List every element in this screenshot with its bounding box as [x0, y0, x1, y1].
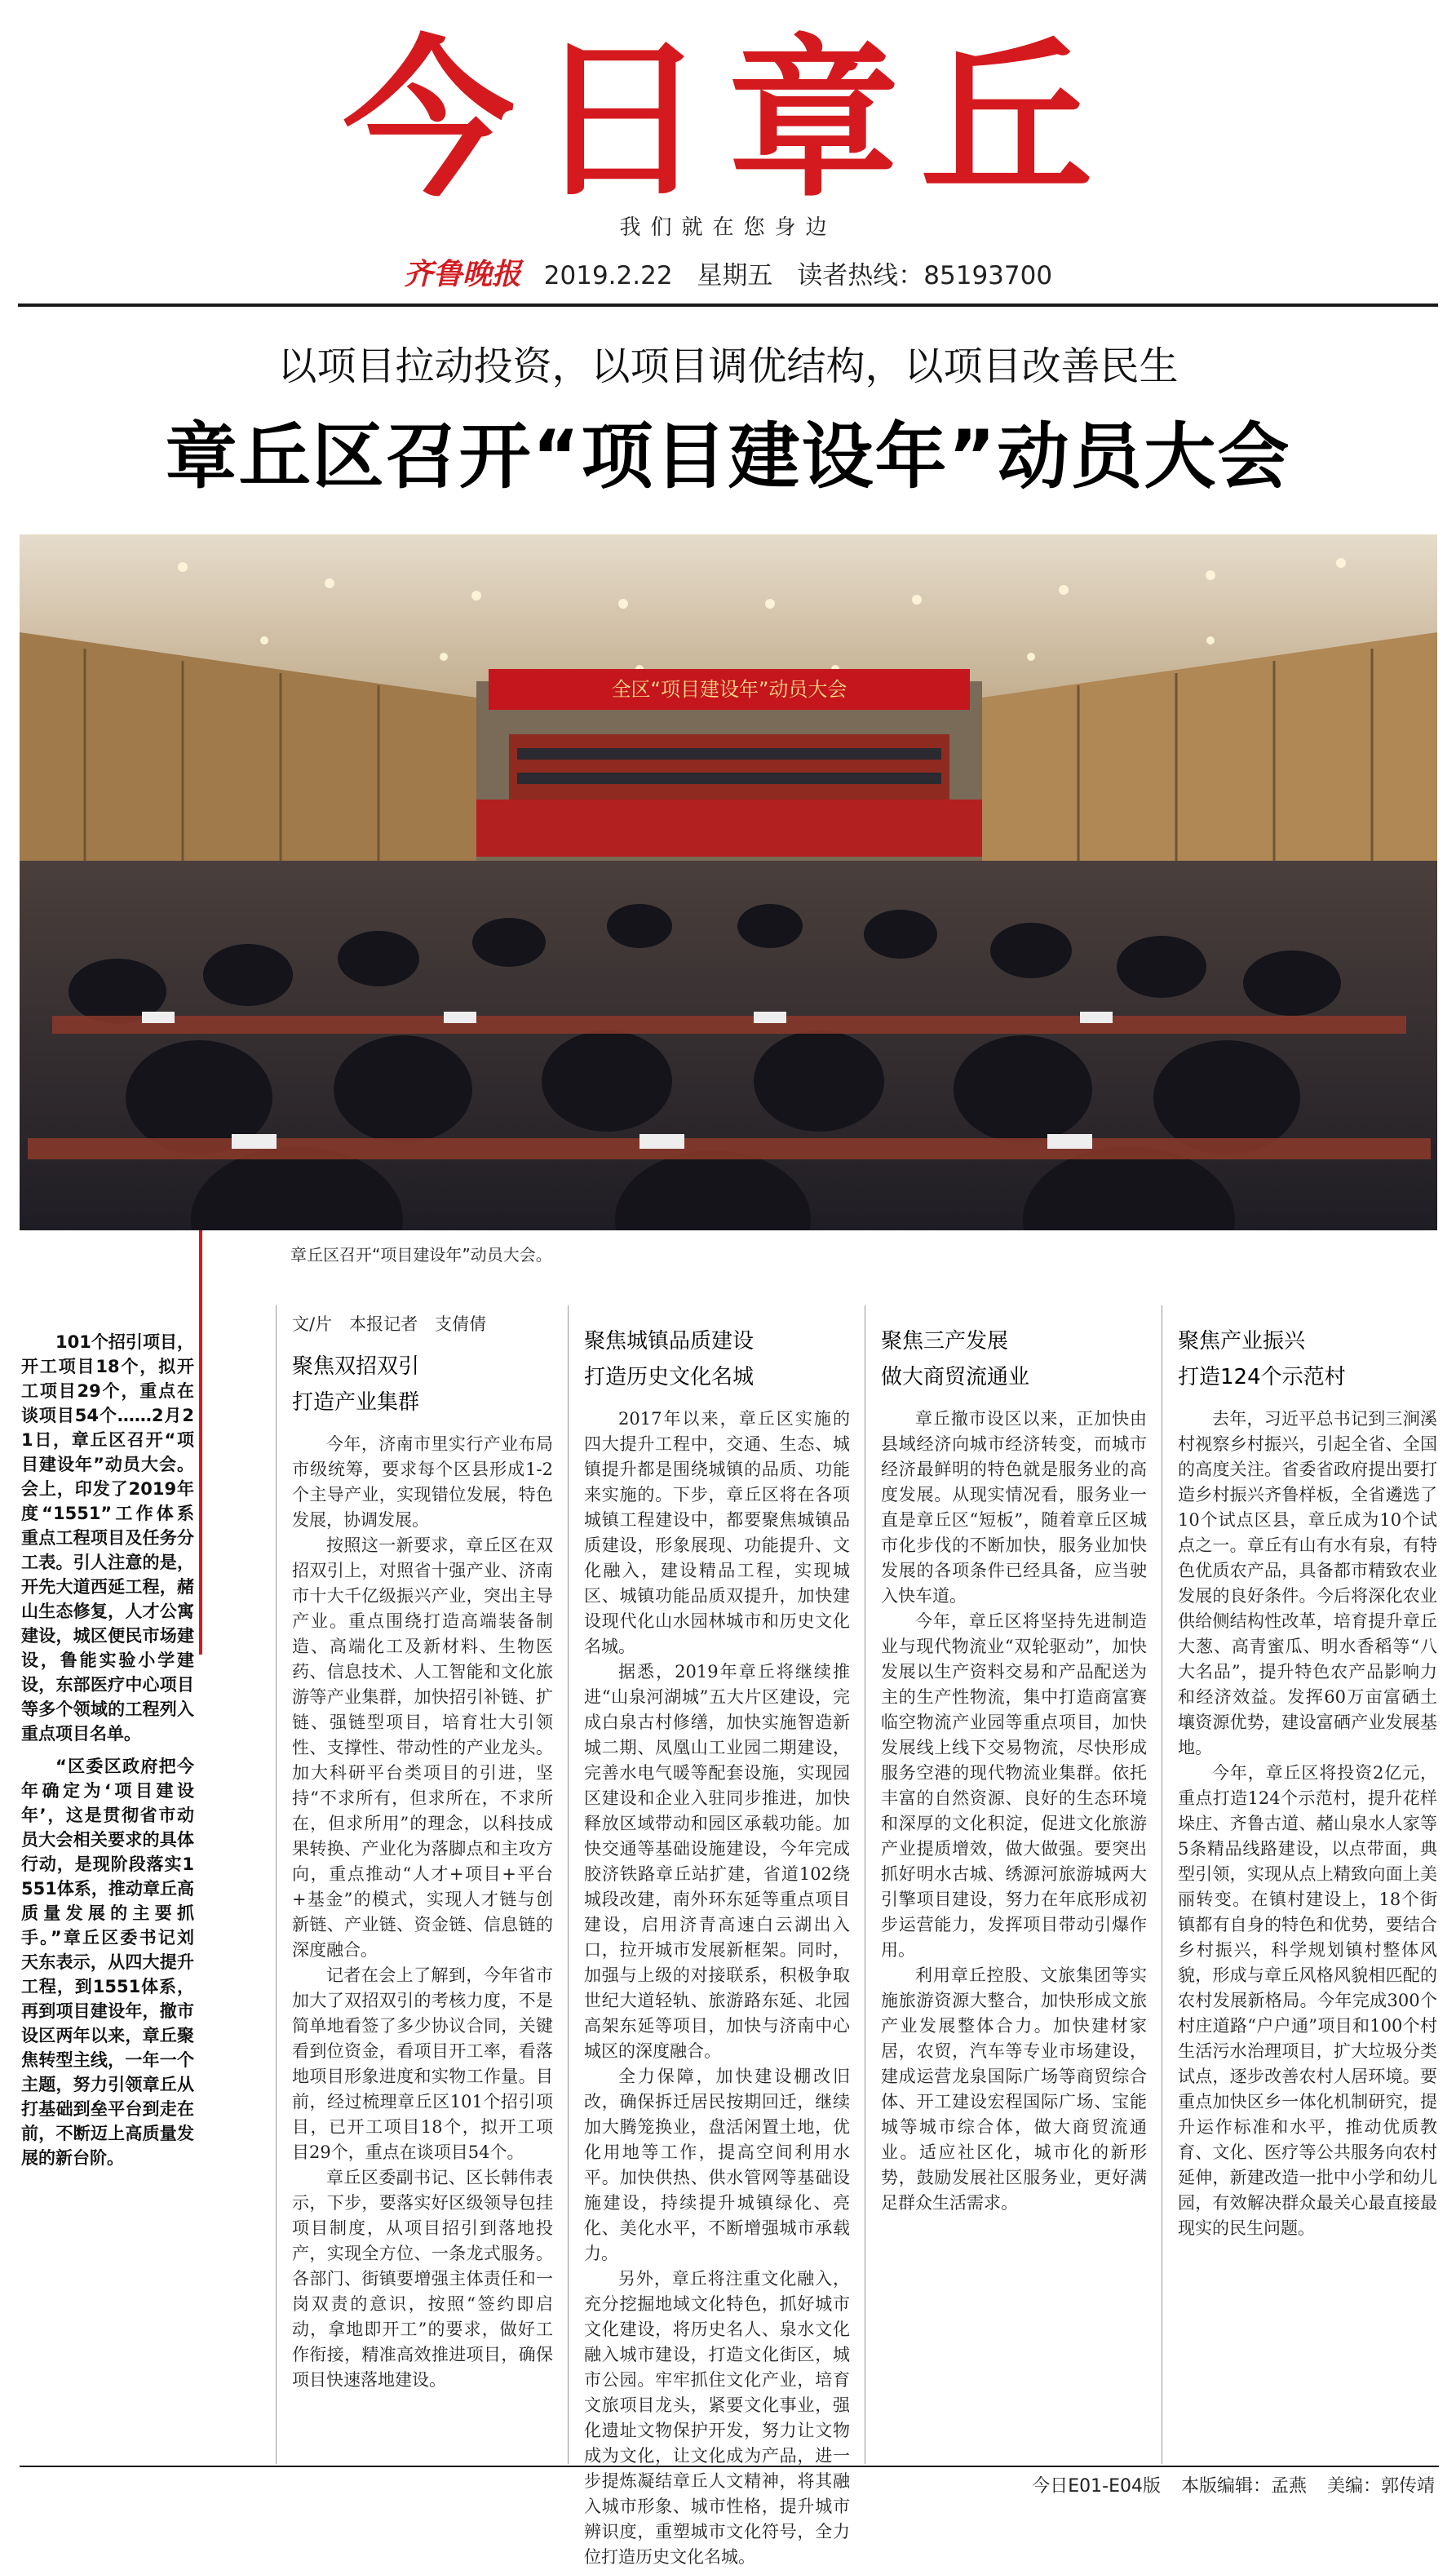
article-paragraph: 今年，章丘区将坚持先进制造业与现代物流业“双轮驱动”，加快发展以生产资料交易和产品配送为主的生产性物流，集中打造商富赛临空物流产业园等重点项目，加快发展线上线下交易物流，尽快形成服务空港的现代物流业集群。依托丰富的自然资源、良好的生态环境和深厚的文化积淀，促进文化旅游产业提质增效，做大做强。要突出抓好明水古城、绣源河旅游城两大引擎项目建设，努力在年底形成初步运营能力，发挥项目带动引爆作用。 [881, 1611, 1147, 1960]
article-paragraph: 按照这一新要求，章丘区在双招双引上，对照省十强产业、济南市十大千亿级振兴产业，突出主导产业。重点围绕打造高端装备制造、高端化工及新材料、生物医药、信息技术、人工智能和文化旅游等产业集群，加快招引补链、扩链、强链型项目，培育壮大引领性、支撑性、带动性的产业龙头。加大科研平台类项目的引进，坚持“不求所有，但求所在，不求所在，但求所用”的理念，以科技成果转换、产业化为落脚点和主攻方向，重点推动“人才+项目+平台+基金”的模式，实现人才链与创新链、产业链、资金链、信息链的深度融合。 [292, 1535, 553, 1960]
article-column-2 [584, 1312, 850, 2570]
article-paragraph: 去年，习近平总书记到三涧溪村视察乡村振兴，引起全省、全国的高度关注。省委省政府提出要打造乡村振兴齐鲁样板，全省遴选了10个试点区县，章丘成为10个试点之一。章丘有山有水有泉，有特色优质农产品，具备都市精致农业发展的良好条件。今后将深化农业供给侧结构性改革，培育提升章丘大葱、高青蜜瓜、明水香稻等“八大名品”，提升特色农产品影响力和经济效益。发挥60万亩富硒土壤资源优势，建设富硒产业发展基地。 [1178, 1409, 1437, 1757]
article-paragraph: 今年，章丘区将投资2亿元，重点打造124个示范村，提升花样垛庄、齐鲁古道、赭山泉水人家等5条精品线路建设，以点带面，典型引领，实现从点上精致向面上美丽转变。在镇村建设上，18个街镇都有自身的特色和优势，要结合乡村振兴，科学规划镇村整体风貌，形成与章丘风格风貌相匹配的农村发展新格局。今年完成300个村庄道路“户户通”项目和100个村生活污水治理项目，扩大垃圾分类试点，逐步改善农村人居环境。要重点加快区乡一体化机制研究，提升运作标准和水平，推动优质教育、文化、医疗等公共服务向农村延伸，新建改造一批中小学和幼儿园，有效解决群众最关心最直接最现实的民生问题。 [1178, 1763, 1437, 2238]
article-paragraph: 章丘撤市设区以来，正加快由县域经济向城市经济转变，而城市经济最鲜明的特色就是服务业的高度发展。从现实情况看，服务业一直是章丘区“短板”，随着章丘区城市化步伐的不断加快，服务业加快发展的各项条件已经具备，应当驶入快车道。 [881, 1409, 1147, 1606]
article-paragraph: 记者在会上了解到，今年省市加大了双招双引的考核力度，不是简单地看签了多少协议合同，关键看到位资金，看项目开工率，看落地项目形象进度和实物工作量。目前，经过梳理章丘区101个招引项目，已开工项目18个，拟开工项目29个，重点在谈项目54个。 [292, 1965, 553, 2162]
article-paragraph: 另外，章丘将注重文化融入，充分挖掘地域文化特色，抓好城市文化建设，将历史名人、泉水文化融入城市建设，打造文化街区，城市公园。牢牢抓住文化产业，培育文旅项目龙头，紧要文化事业，强化遗址文物保护开发，努力让文物成为文化，让文化成为产品，进一步提炼凝结章丘人文精神，将其融入城市形象、城市性格，提升城市辨识度，重塑城市文化符号，全力位打造历史文化名城。 [584, 2269, 850, 2567]
article-paragraph: 利用章丘控股、文旅集团等实施旅游资源大整合，加快形成文旅产业发展整体合力。加快建材家居，农贸，汽车等专业市场建设，建成运营龙泉国际广场等商贸综合体、开工建设宏程国际广场、宝能城等城市综合体，做大商贸流通业。适应社区化，城市化的新形势，鼓励发展社区服务业，更好满足群众生活需求。 [881, 1965, 1147, 2213]
section-heading-line: 打造产业集群 [292, 1390, 420, 1415]
section-heading [1178, 1323, 1437, 1395]
page-editor: 本版编辑：孟燕 [1180, 2476, 1307, 2497]
photo-caption: 章丘区召开“项目建设年”动员大会。 [290, 1245, 552, 1265]
section-heading-line: 打造历史文化名城 [584, 1365, 755, 1389]
article-column-1 [292, 1312, 553, 2393]
article-headline: 章丘区召开“项目建设年”动员大会 [165, 414, 1291, 498]
article-column-4 [1178, 1312, 1437, 2241]
summary-column [21, 1330, 194, 2178]
section-heading [292, 1349, 553, 1420]
summary-accent-rule [199, 1230, 202, 1655]
summary-paragraph: 101个招引项目，开工项目18个，拟开工项目29个，重点在谈项目54个……2月21日，章丘区召开“项目建设年”动员大会。会上，印发了2019年度“1551”工作体系重点工程项目及任务分工表。引人注意的是，开先大道西延工程，赭山生态修复，人才公寓建设，城区便民市场建设，鲁能实验小学建设，东部医疗中心项目等多个领域的工程列入重点项目名单。 [21, 1332, 194, 1744]
issue-date: 2019.2.22 [543, 261, 673, 290]
article-subhead: 以项目拉动投资，以项目调优结构，以项目改善民生 [277, 343, 1179, 389]
section-heading-line: 聚焦城镇品质建设 [584, 1329, 755, 1354]
masthead-slogan: 我们就在您身边 [619, 215, 837, 240]
summary-paragraph: “区委区政府把今年确定为‘项目建设年’，这是贯彻省市动员大会相关要求的具体行动，是现阶段落实1551体系，推动章丘高质量发展的主要抓手。”章丘区委书记刘天东表示，从四大提升工程，到1551体系，再到项目建设年，撤市设区两年以来，章丘聚焦转型主线，一年一个主题，努力引领章丘从打基础到垒平台到走在前，不断迈上高质量发展的新台阶。 [21, 1757, 194, 2168]
section-heading [881, 1323, 1147, 1395]
photo-banner-text: 全区“项目建设年”动员大会 [611, 678, 847, 701]
article-paragraph: 据悉，2019年章丘将继续推进“山泉河湖城”五大片区建设，完成白泉古村修缮，加快实施智造新城二期、凤凰山工业园二期建设，完善水电气暖等配套设施，实现园区建设和企业入驻同步推进，加快释放区域带动和园区承载功能。加快交通等基础设施建设，今年完成胶济铁路章丘站扩建，省道102绕城段改建，南外环东延等重点项目建设，启用济青高速白云湖出入口，拉开城市发展新框架。同时，加强与上级的对接联系，积极争取世纪大道轻轨、旅游路东延、北园高架东延等项目，加快与济南中心城区的深度融合。 [584, 1662, 850, 2061]
meeting-hall-illustration [20, 534, 1437, 1230]
article-paragraph: 今年，济南市里实行产业布局市级统筹，要求每个区县形成1-2个主导产业，实现错位发展，特色发展，协调发展。 [292, 1434, 553, 1530]
section-heading-line: 打造124个示范村 [1178, 1365, 1346, 1389]
newspaper-brand: 齐鲁晚报 [403, 257, 521, 291]
masthead-divider [18, 304, 1438, 307]
byline: 文/片 本报记者 支倩倩 [292, 1314, 487, 1334]
footer-divider [20, 2466, 1439, 2467]
section-heading-line: 做大商贸流通业 [881, 1365, 1030, 1389]
section-heading-line: 聚焦三产发展 [881, 1329, 1009, 1354]
page-range: 今日E01-E04版 [1032, 2476, 1161, 2497]
article-paragraph: 全力保障，加快建设棚改旧改，确保拆迁居民按期回迁，继续加大腾笼换业，盘活闲置土地，优化用地等工作，提高空间利用水平。加快供热、供水管网等基础设施建设，持续提升城镇绿化、亮化、美化水平，不断增强城市承载力。 [584, 2067, 850, 2263]
masthead-title: 今日章丘 [343, 20, 1113, 220]
page-designer: 美编：郭传靖 [1326, 2476, 1435, 2497]
section-heading-line: 聚焦产业振兴 [1178, 1329, 1306, 1354]
page-footer [1017, 2472, 1435, 2497]
meeting-photo [20, 534, 1437, 1230]
column-divider [568, 1305, 569, 2464]
dateline [0, 251, 1456, 293]
article-paragraph: 章丘区委副书记、区长韩伟表示，下步，要落实好区级领导包挂项目制度，从项目招引到落地投产，实现全方位、一条龙式服务。各部门、街镇要增强主体责任和一岗双责的意识，按照“签约即启动，拿地即开工”的要求，做好工作衔接，精准高效推进项目，确保项目快速落地建设。 [292, 2168, 553, 2390]
section-heading-line: 聚焦双招双引 [292, 1354, 420, 1379]
section-heading [584, 1323, 850, 1395]
column-divider [276, 1305, 277, 2464]
issue-weekday: 星期五 [697, 261, 773, 290]
article-paragraph: 2017年以来，章丘区实施的四大提升工程中，交通、生态、城镇提升都是围绕城镇的品质、功能来实施的。下步，章丘区将在各项城镇工程建设中，都要聚焦城镇品质建设，形象展现、功能提升、文化融入，建设精品工程，实现城区、城镇功能品质双提升，加快建设现代化山水园林城市和历史文化名城。 [584, 1409, 850, 1656]
reader-hotline: 读者热线：85193700 [797, 261, 1053, 290]
article-column-3 [881, 1312, 1147, 2216]
